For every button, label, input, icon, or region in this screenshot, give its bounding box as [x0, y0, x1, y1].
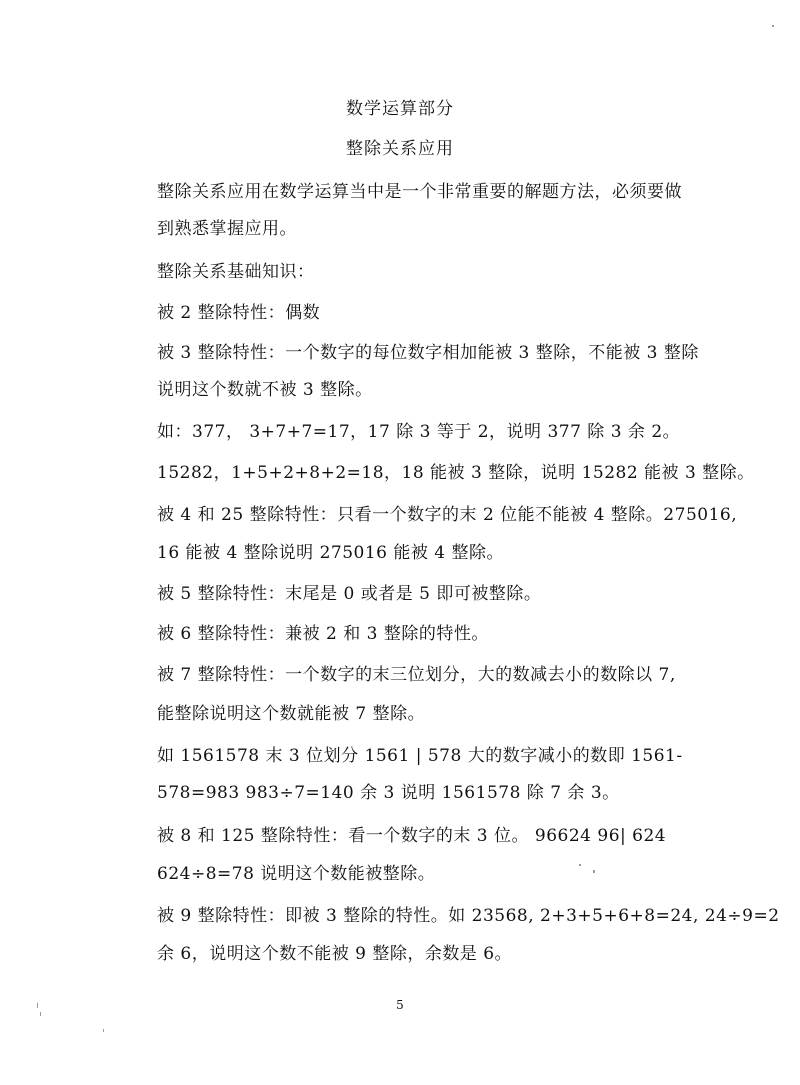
paragraph-line: 余 6，说明这个数不能被 9 整除，余数是 6。	[157, 944, 513, 964]
paragraph-line: 能整除说明这个数就能被 7 整除。	[157, 704, 426, 724]
scan-speck	[772, 25, 774, 27]
paragraph-line: 被 5 整除特性：末尾是 0 或者是 5 即可被整除。	[157, 584, 542, 604]
scan-speck	[103, 1029, 104, 1032]
paragraph-line: 15282，1+5+2+8+2=18，18 能被 3 整除，说明 15282 能被 3 整除。	[157, 463, 755, 483]
paragraph-line: 被 7 整除特性：一个数字的末三位划分，大的数减去小的数除以 7,	[157, 665, 676, 685]
paragraph-line: 被 2 整除特性：偶数	[157, 303, 321, 323]
paragraph-line: 如 1561578 末 3 位划分 1561 | 578 大的数字减小的数即 1561-	[157, 746, 683, 766]
paragraph-line: 说明这个数就不被 3 整除。	[157, 380, 373, 400]
document-title: 数学运算部分	[346, 99, 454, 119]
paragraph-line: 被 4 和 25 整除特性：只看一个数字的末 2 位能不能被 4 整除。275016,	[157, 505, 738, 525]
paragraph-line: 被 8 和 125 整除特性：看一个数字的末 3 位。 96624 96| 624	[157, 826, 667, 846]
document-subtitle: 整除关系应用	[346, 139, 454, 159]
scan-speck	[40, 1012, 41, 1016]
paragraph-line: 整除关系应用在数学运算当中是一个非常重要的解题方法，必须要做	[157, 182, 682, 202]
paragraph-line: 如：377， 3+7+7=17，17 除 3 等于 2，说明 377 除 3 余 2。	[157, 422, 681, 442]
scan-speck	[37, 1003, 38, 1008]
paragraph-line: 624÷8=78 说明这个数能被整除。	[157, 864, 436, 884]
paragraph-line: 被 9 整除特性：即被 3 整除的特性。如 23568, 2+3+5+6+8=24, 24÷9=2	[157, 906, 780, 926]
paragraph-line: 整除关系基础知识：	[157, 262, 315, 282]
page-number: 5	[396, 998, 404, 1012]
scan-speck	[593, 870, 595, 873]
paragraph-line: 被 6 整除特性：兼被 2 和 3 整除的特性。	[157, 624, 489, 644]
scan-speck	[579, 864, 581, 866]
paragraph-line: 16 能被 4 整除说明 275016 能被 4 整除。	[157, 543, 504, 563]
paragraph-line: 到熟悉掌握应用。	[157, 219, 297, 239]
paragraph-line: 被 3 整除特性：一个数字的每位数字相加能被 3 整除，不能被 3 整除	[157, 343, 699, 363]
paragraph-line: 578=983 983÷7=140 余 3 说明 1561578 除 7 余 3。	[157, 783, 620, 803]
